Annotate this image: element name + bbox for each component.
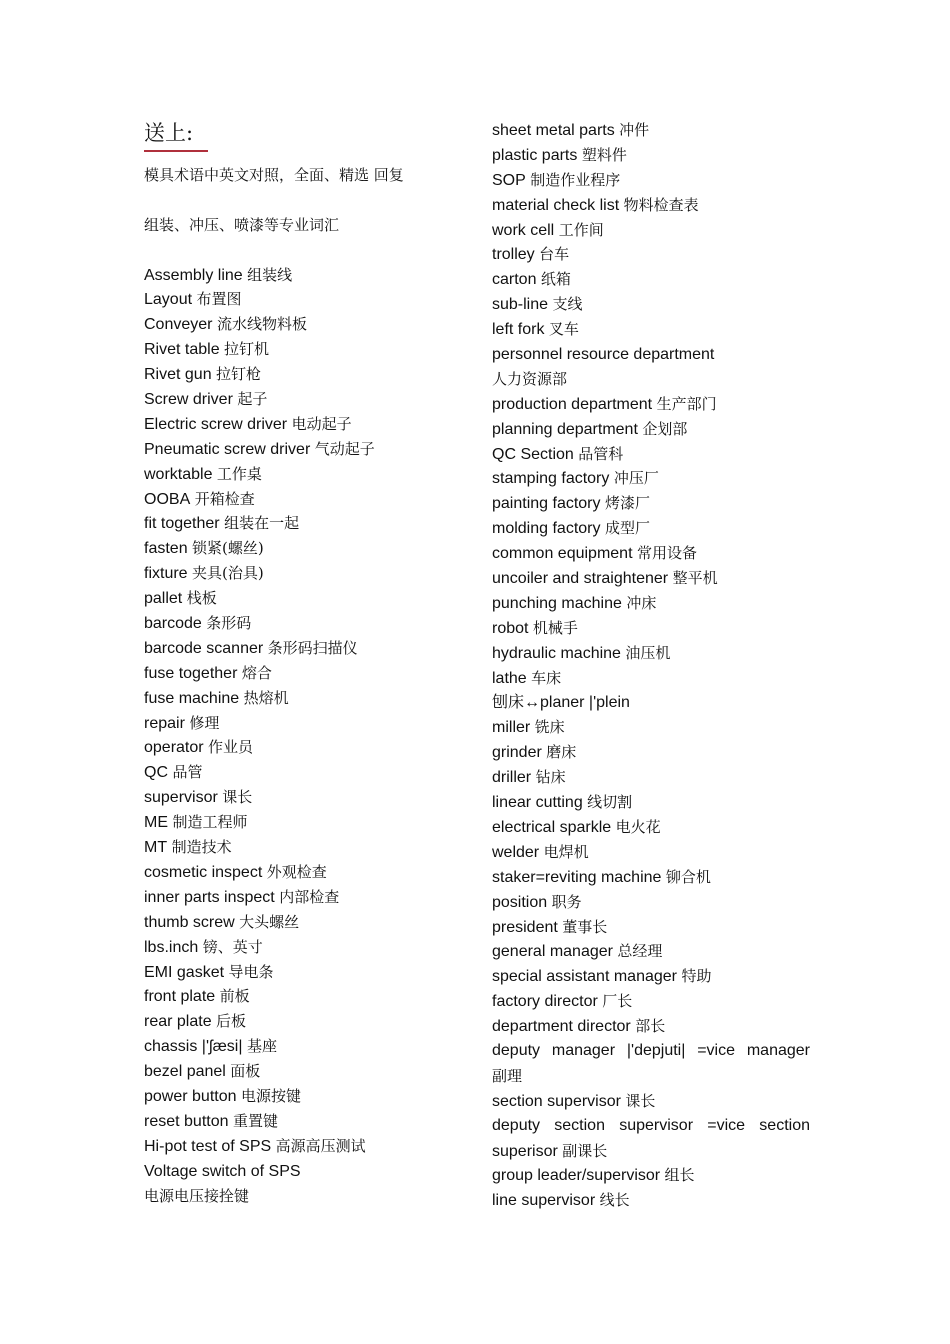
term-english: molding factory <box>492 520 601 538</box>
term-english: barcode <box>144 615 202 633</box>
term-english: thumb screw <box>144 913 235 931</box>
term-english: rear plate <box>144 1013 212 1031</box>
term-english: staker=reviting machine <box>492 868 662 886</box>
term-chinese: 生产部门 <box>656 394 717 413</box>
term-row <box>144 437 474 462</box>
term-chinese: 作业员 <box>208 738 254 757</box>
term-english: sheet metal parts <box>492 122 620 139</box>
term-chinese: 大头螺丝 <box>239 912 300 931</box>
term-english: welder <box>492 843 540 861</box>
term-chinese: 铆合机 <box>665 867 711 886</box>
term-row <box>144 1134 474 1159</box>
term-chinese: 整平机 <box>672 569 718 588</box>
term-english: stamping factory <box>492 470 610 488</box>
intro-line-1: 模具术语中英文对照，全面、精选 回复 <box>144 166 404 184</box>
term-row <box>492 267 810 292</box>
term-chinese: 后板 <box>216 1012 247 1031</box>
term-english: front plate <box>144 988 216 1006</box>
term-english: OOBA <box>144 490 191 508</box>
term-row-justified: deputy section supervisor =vice section <box>492 1116 810 1134</box>
term-row <box>492 1163 810 1188</box>
term-chinese: 董事长 <box>562 917 608 936</box>
term-chinese: 锁紧(螺丝) <box>192 539 264 558</box>
term-english: cosmetic inspect <box>144 863 263 881</box>
term-row <box>492 690 810 715</box>
term-row <box>492 367 810 392</box>
term-chinese: 栈板 <box>186 589 217 608</box>
term-row <box>144 462 474 487</box>
term-chinese: 部长 <box>635 1017 666 1036</box>
term-english: MT <box>144 839 168 857</box>
title-underline <box>144 150 208 152</box>
term-english: Assembly line <box>144 266 243 284</box>
term-english: EMI gasket <box>144 963 225 981</box>
term-english: painting factory <box>492 495 601 513</box>
term-english: Screw driver <box>144 391 233 409</box>
term-english: driller <box>492 769 532 787</box>
term-row <box>492 890 810 915</box>
term-row <box>492 491 810 516</box>
term-english: position <box>492 893 548 911</box>
term-row <box>492 964 810 989</box>
term-row <box>144 586 474 611</box>
term-row <box>492 765 810 790</box>
term-english: operator <box>144 739 204 757</box>
term-chinese: 成型厂 <box>604 519 650 538</box>
term-english: fixture <box>144 565 193 583</box>
term-english: barcode scanner <box>144 639 264 657</box>
term-chinese: 起子 <box>237 390 268 409</box>
term-row <box>144 611 474 636</box>
term-row <box>144 760 474 785</box>
term-english: ME <box>144 814 168 832</box>
term-chinese: 拉钉枪 <box>216 365 262 384</box>
term-chinese: 夹具(治具) <box>192 564 264 583</box>
term-chinese: 叉车 <box>548 320 579 339</box>
term-english: section supervisor <box>492 1092 621 1110</box>
term-chinese: 物料检查表 <box>623 195 699 214</box>
term-row <box>144 910 474 935</box>
term-row <box>144 636 474 661</box>
term-chinese: 流水线物料板 <box>216 315 307 334</box>
term-chinese: 品管科 <box>578 444 624 463</box>
term-chinese: 制造作业程序 <box>530 170 621 189</box>
term-row <box>144 511 474 536</box>
term-english: bezel panel <box>144 1063 226 1081</box>
term-row <box>492 218 810 243</box>
term-row <box>492 392 810 417</box>
term-chinese: 组装在一起 <box>224 514 300 533</box>
term-chinese: 烤漆厂 <box>604 494 650 513</box>
term-chinese: 总经理 <box>617 942 663 961</box>
term-english: reset button <box>144 1112 229 1130</box>
term-row <box>492 989 810 1014</box>
term-english: Pneumatic screw driver <box>144 440 311 458</box>
term-chinese: 布置图 <box>196 290 242 309</box>
term-english: electrical sparkle <box>492 818 612 836</box>
term-english: Voltage switch of SPS <box>144 1162 301 1180</box>
term-english: linear cutting <box>492 794 583 812</box>
term-row <box>492 1188 810 1213</box>
term-row <box>492 466 810 491</box>
term-row <box>492 566 810 591</box>
term-chinese: 拉钉机 <box>224 340 270 359</box>
term-row <box>492 915 810 940</box>
term-chinese: 条形码 <box>206 614 252 633</box>
term-english: supervisor <box>144 789 223 807</box>
term-row <box>144 287 474 312</box>
term-english: department director <box>492 1018 631 1036</box>
term-chinese: 支线 <box>552 295 583 314</box>
term-row <box>492 840 810 865</box>
term-row <box>492 939 810 964</box>
term-row <box>144 337 474 362</box>
term-english: superisor <box>492 1142 558 1160</box>
term-chinese: 人力资源部 <box>492 369 568 388</box>
right-term-list-end <box>492 1163 810 1213</box>
right-column <box>492 118 810 1213</box>
term-english: common equipment <box>492 545 633 563</box>
term-chinese: 制造技术 <box>171 838 232 857</box>
term-english: SOP <box>492 171 526 189</box>
term-chinese: 工作间 <box>558 220 604 239</box>
term-row <box>492 541 810 566</box>
term-english: Layout <box>144 291 193 309</box>
term-chinese: 外观检查 <box>266 862 327 881</box>
term-english: power button <box>144 1087 237 1105</box>
term-row: 电源电压接拴键 <box>144 1186 250 1205</box>
term-row <box>144 735 474 760</box>
term-chinese: 特助 <box>681 967 712 986</box>
term-row <box>492 168 810 193</box>
term-chinese: 条形码扫描仪 <box>267 638 358 657</box>
term-row <box>144 661 474 686</box>
term-row <box>144 1059 474 1084</box>
term-chinese: 车床 <box>531 668 562 687</box>
term-row <box>144 1009 474 1034</box>
term-english: fuse together <box>144 664 238 682</box>
term-english: fasten <box>144 540 188 558</box>
term-row <box>144 536 474 561</box>
term-row <box>492 242 810 267</box>
term-row <box>492 1139 810 1164</box>
intro-line-2: 组装、冲压、喷漆等专业词汇 <box>144 215 340 234</box>
term-english: Rivet gun <box>144 366 212 384</box>
term-chinese: 磨床 <box>546 743 577 762</box>
term-english: QC Section <box>492 445 574 463</box>
term-chinese: 气动起子 <box>314 439 375 458</box>
page-title: 送上: <box>144 121 194 145</box>
term-row <box>144 412 474 437</box>
term-english: carton <box>492 271 537 289</box>
term-english: robot <box>492 619 529 637</box>
term-chinese: 课长 <box>222 788 253 807</box>
term-english: left fork <box>492 321 545 339</box>
term-chinese: 常用设备 <box>636 544 697 563</box>
term-row <box>492 342 810 367</box>
term-english: material check list <box>492 196 620 214</box>
term-chinese: 面板 <box>230 1062 261 1081</box>
term-english: pallet <box>144 590 183 608</box>
term-row <box>144 686 474 711</box>
term-chinese: 冲件 <box>619 121 650 139</box>
term-english: uncoiler and straightener <box>492 570 669 588</box>
term-english: miller <box>492 719 531 737</box>
term-row <box>144 885 474 910</box>
term-english: Hi-pot test of SPS <box>144 1137 272 1155</box>
term-chinese: 开箱检查 <box>194 489 255 508</box>
term-english: chassis |'ʃæsi| <box>144 1038 247 1056</box>
term-english: Conveyer <box>144 316 213 334</box>
term-chinese: 组长 <box>664 1166 695 1185</box>
term-row <box>144 561 474 586</box>
term-chinese: 电焊机 <box>543 842 589 861</box>
term-chinese: 电动起子 <box>291 414 352 433</box>
term-chinese: 冲床 <box>626 593 657 612</box>
term-english: sub-line <box>492 296 549 314</box>
term-chinese: 熔合 <box>241 663 272 682</box>
term-english: factory director <box>492 993 598 1011</box>
term-row <box>144 1034 474 1059</box>
term-english: QC <box>144 764 168 782</box>
term-english: general manager <box>492 943 613 961</box>
term-row <box>492 417 810 442</box>
term-chinese: 钻床 <box>535 768 566 787</box>
term-chinese: 厂长 <box>602 992 633 1011</box>
term-english: work cell <box>492 221 555 239</box>
term-row <box>492 143 810 168</box>
term-english: lbs.inch <box>144 938 199 956</box>
term-chinese: 内部检查 <box>279 887 340 906</box>
term-row <box>492 715 810 740</box>
term-row <box>144 1084 474 1109</box>
left-column <box>144 118 474 1208</box>
term-english: special assistant manager <box>492 968 677 986</box>
term-row <box>144 362 474 387</box>
term-row <box>492 118 810 143</box>
term-row <box>144 960 474 985</box>
blank-line <box>144 188 474 213</box>
term-row <box>492 442 810 467</box>
term-row <box>144 263 474 288</box>
term-chinese: 前板 <box>219 987 250 1006</box>
term-chinese: 副课长 <box>562 1141 608 1160</box>
term-chinese: 线切割 <box>587 793 633 812</box>
term-chinese: 重置键 <box>232 1111 278 1130</box>
term-row <box>492 193 810 218</box>
term-chinese: 修理 <box>189 713 220 732</box>
term-english: trolley <box>492 246 535 264</box>
term-chinese: 课长 <box>625 1091 656 1110</box>
term-chinese: 铣床 <box>534 718 565 737</box>
term-english: Rivet table <box>144 341 220 359</box>
term-row <box>492 1089 810 1114</box>
term-english: group leader/supervisor <box>492 1167 661 1185</box>
term-chinese: 组装线 <box>247 265 293 284</box>
right-term-list <box>492 118 810 1039</box>
term-row <box>492 317 810 342</box>
term-row <box>144 935 474 960</box>
term-row: 副理 <box>492 1066 523 1085</box>
term-english: fuse machine <box>144 689 240 707</box>
term-english: line supervisor <box>492 1192 596 1210</box>
term-chinese: 热熔机 <box>243 688 289 707</box>
term-row <box>492 616 810 641</box>
term-english: inner parts inspect <box>144 888 275 906</box>
term-row <box>492 1014 810 1039</box>
term-english: hydraulic machine <box>492 644 621 662</box>
term-row <box>492 591 810 616</box>
term-chinese: 导电条 <box>228 962 274 981</box>
term-chinese: 油压机 <box>625 643 671 662</box>
term-row <box>144 984 474 1009</box>
term-chinese: 机械手 <box>532 618 578 637</box>
term-chinese: 工作桌 <box>216 464 262 483</box>
term-chinese: 塑料件 <box>581 145 627 164</box>
term-english: 刨床↔planer |'plein <box>492 694 630 712</box>
term-english: personnel resource department <box>492 346 715 364</box>
term-row <box>144 1109 474 1134</box>
term-row <box>144 1159 474 1184</box>
term-row <box>144 312 474 337</box>
term-row <box>492 815 810 840</box>
term-chinese: 基座 <box>246 1037 277 1056</box>
term-row <box>144 810 474 835</box>
term-row <box>492 641 810 666</box>
term-english: lathe <box>492 669 527 687</box>
term-row <box>144 387 474 412</box>
term-chinese: 高源高压测试 <box>275 1136 366 1155</box>
term-row <box>144 487 474 512</box>
term-english: plastic parts <box>492 146 578 164</box>
term-english: president <box>492 918 558 936</box>
term-english: grinder <box>492 744 542 762</box>
term-row-justified: deputy manager |'depjuti| =vice manager <box>492 1041 810 1059</box>
term-english: fit together <box>144 515 220 533</box>
term-english: worktable <box>144 465 217 483</box>
term-row <box>144 785 474 810</box>
term-chinese: 电火花 <box>615 817 661 836</box>
term-english: repair <box>144 714 185 732</box>
term-row <box>492 740 810 765</box>
term-row <box>492 516 810 541</box>
term-chinese: 职务 <box>551 892 582 911</box>
term-chinese: 纸箱 <box>540 270 571 289</box>
term-row <box>492 865 810 890</box>
left-term-list <box>144 263 474 1184</box>
term-row <box>492 292 810 317</box>
term-chinese: 镑、英寸 <box>202 937 263 956</box>
term-row <box>492 790 810 815</box>
term-row <box>144 711 474 736</box>
term-row <box>144 835 474 860</box>
term-english: production department <box>492 395 653 413</box>
term-chinese: 冲压厂 <box>613 469 659 488</box>
term-english: punching machine <box>492 594 627 612</box>
term-chinese: 企划部 <box>642 419 688 438</box>
blank-line <box>144 238 474 263</box>
term-english: planning department <box>492 420 638 438</box>
term-row <box>492 666 810 691</box>
term-chinese: 台车 <box>539 245 570 264</box>
term-english: Electric screw driver <box>144 415 288 433</box>
term-chinese: 制造工程师 <box>172 813 248 832</box>
term-chinese: 电源按键 <box>240 1086 301 1105</box>
term-chinese: 线长 <box>599 1191 630 1210</box>
term-row <box>144 860 474 885</box>
term-chinese: 品管 <box>172 763 203 782</box>
